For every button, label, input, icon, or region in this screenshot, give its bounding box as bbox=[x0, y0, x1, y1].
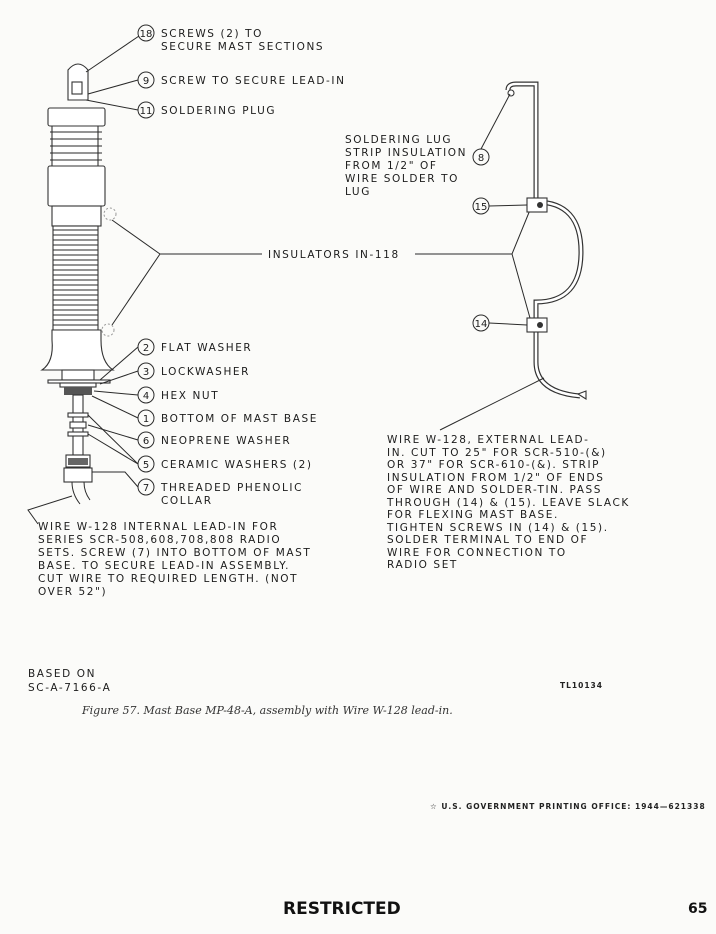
insulator-marks bbox=[102, 208, 116, 336]
note-line: OVER 52") bbox=[38, 586, 108, 598]
gpo-imprint: ☆ U.S. GOVERNMENT PRINTING OFFICE: 1944—621338 bbox=[430, 802, 706, 811]
callout-3-text: LOCKWASHER bbox=[161, 366, 251, 378]
callout-18-line2: SECURE MAST SECTIONS bbox=[161, 41, 325, 53]
callout-2-text: FLAT WASHER bbox=[161, 342, 253, 354]
note-line: WIRE W-128 INTERNAL LEAD-IN FOR bbox=[38, 521, 279, 533]
callout-number-15: 15 bbox=[474, 202, 488, 213]
note-line: THROUGH (14) & (15). LEAVE SLACK bbox=[387, 497, 630, 509]
note-line: CUT WIRE TO REQUIRED LENGTH. (NOT bbox=[38, 573, 299, 585]
note-line: WIRE W-128, EXTERNAL LEAD- bbox=[387, 434, 590, 446]
figure-caption: Figure 57. Mast Base MP-48-A, assembly with Wire W-128 lead-in. bbox=[82, 704, 453, 717]
callout-7-line2: COLLAR bbox=[161, 495, 213, 507]
note-line: WIRE FOR CONNECTION TO bbox=[387, 547, 567, 559]
note-line: BASE. TO SECURE LEAD-IN ASSEMBLY. bbox=[38, 560, 291, 572]
callout-5-text: CERAMIC WASHERS (2) bbox=[161, 459, 313, 471]
spring bbox=[53, 226, 98, 330]
internal-lead-in-note bbox=[28, 496, 311, 598]
callout-8-line: FROM 1/2" OF bbox=[345, 160, 438, 172]
note-line: SOLDER TERMINAL TO END OF bbox=[387, 534, 589, 546]
note-line: FOR FLEXING MAST BASE. bbox=[387, 509, 559, 521]
note-line: RADIO SET bbox=[387, 559, 458, 571]
callout-18-line1: SCREWS (2) TO bbox=[161, 28, 264, 40]
callout-11-text: SOLDERING PLUG bbox=[161, 105, 277, 117]
external-wire-drawing bbox=[508, 84, 586, 399]
callout-9-text: SCREW TO SECURE LEAD-IN bbox=[161, 75, 346, 87]
note-line: TIGHTEN SCREWS IN (14) & (15). bbox=[387, 522, 609, 534]
note-line: SETS. SCREW (7) INTO BOTTOM OF MAST bbox=[38, 547, 312, 559]
note-line: OF WIRE AND SOLDER-TIN. PASS bbox=[387, 484, 603, 496]
callout-number-5: 5 bbox=[142, 460, 150, 471]
callout-number-11: 11 bbox=[139, 106, 153, 117]
callout-number-8: 8 bbox=[477, 153, 485, 164]
callout-8-line: STRIP INSULATION bbox=[345, 147, 468, 159]
callout-1-text: BOTTOM OF MAST BASE bbox=[161, 413, 318, 425]
drawing-id: TL10134 bbox=[560, 681, 603, 690]
classification-marking: RESTRICTED bbox=[283, 899, 401, 919]
callout-7-line1: THREADED PHENOLIC bbox=[161, 482, 304, 494]
callout-number-9: 9 bbox=[142, 76, 150, 87]
callout-8-line: SOLDERING LUG bbox=[345, 134, 453, 146]
note-line: OR 37" FOR SCR-610-(&). STRIP bbox=[387, 459, 601, 471]
callout-number-18: 18 bbox=[139, 29, 153, 40]
callout-number-3: 3 bbox=[142, 367, 150, 378]
callout-number-4: 4 bbox=[142, 391, 150, 402]
insulators-label: INSULATORS IN-118 bbox=[268, 249, 400, 261]
callout-number-6: 6 bbox=[142, 436, 150, 447]
page-number: 65 bbox=[688, 901, 708, 917]
callout-number-14: 14 bbox=[474, 319, 488, 330]
note-line: SERIES SCR-508,608,708,808 RADIO bbox=[38, 534, 282, 546]
external-lead-in-note bbox=[386, 434, 630, 571]
note-line: IN. CUT TO 25" FOR SCR-510-(&) bbox=[387, 447, 607, 459]
callout-number-7: 7 bbox=[142, 483, 150, 494]
mast-base-drawing bbox=[42, 64, 116, 504]
callout-number-1: 1 bbox=[142, 414, 150, 425]
note-line: INSULATION FROM 1/2" OF ENDS bbox=[387, 472, 605, 484]
based-on-label: BASED ON bbox=[28, 668, 97, 680]
based-on-drawing: SC-A-7166-A bbox=[28, 682, 112, 694]
callout-8-line: WIRE SOLDER TO bbox=[345, 173, 459, 185]
callout-8-line: LUG bbox=[345, 186, 371, 198]
bellows bbox=[50, 126, 102, 166]
callout-number-2: 2 bbox=[142, 343, 150, 354]
callout-6-text: NEOPRENE WASHER bbox=[161, 435, 292, 447]
callout-4-text: HEX NUT bbox=[161, 390, 220, 402]
